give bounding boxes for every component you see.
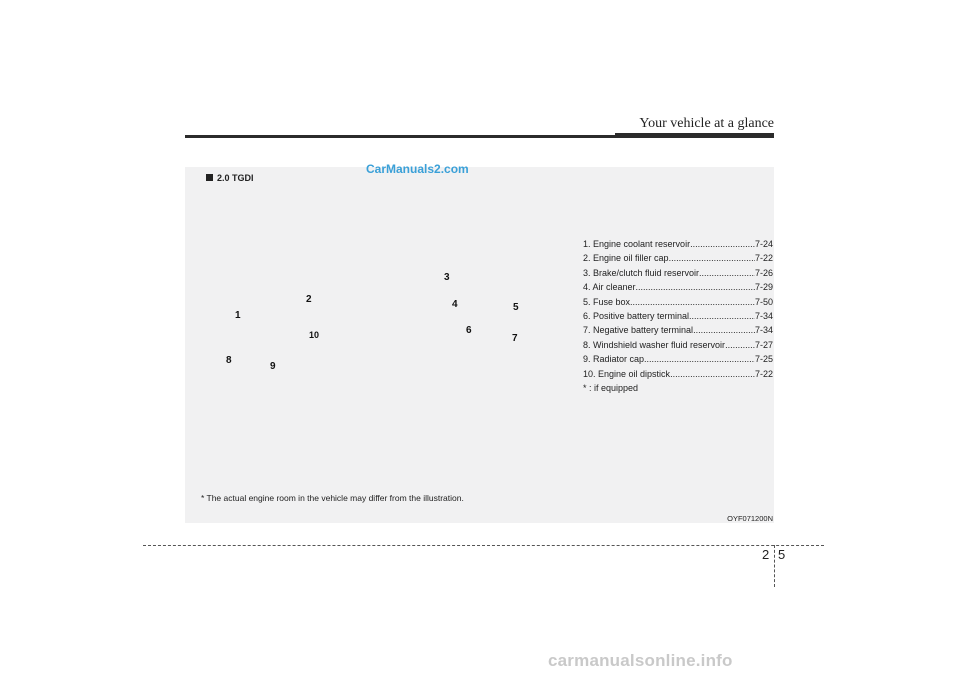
- callout-7: 7: [512, 333, 518, 344]
- legend-item: 1. Engine coolant reservoir ..... 7-24: [583, 237, 773, 251]
- callout-10: 10: [309, 330, 320, 340]
- footer-rule: [143, 545, 824, 546]
- legend-item: 3. Brake/clutch fluid reservoir ..... 7-26: [583, 266, 773, 280]
- legend-item: 10. Engine oil dipstick ..... 7-22: [583, 367, 773, 381]
- figure-code: OYF071200N: [727, 514, 773, 523]
- callout-1: 1: [235, 310, 241, 321]
- callout-2: 2: [306, 294, 312, 305]
- callout-5: 5: [513, 302, 519, 313]
- watermark-footer: carmanualsonline.info: [548, 651, 733, 670]
- callout-9: 9: [270, 361, 276, 372]
- callout-8: 8: [226, 355, 232, 366]
- legend-item: 2. Engine oil filler cap ..... 7-22: [583, 251, 773, 265]
- page-number: 5: [778, 547, 786, 562]
- legend-note: * : if equipped: [583, 383, 639, 394]
- legend-item: 9. Radiator cap ..... 7-25: [583, 352, 773, 366]
- illustration-footnote: * The actual engine room in the vehicle may differ from the illustration.: [201, 493, 464, 503]
- callout-4: 4: [452, 299, 458, 310]
- component-legend: [583, 237, 773, 395]
- watermark-link[interactable]: CarManuals2.com: [366, 162, 469, 176]
- header-title: Your vehicle at a glance: [639, 116, 774, 131]
- page-number-divider: [774, 545, 775, 587]
- legend-item: 8. Windshield washer fluid reservoir ..... 7-27: [583, 338, 773, 352]
- legend-item: 5. Fuse box ..... 7-50: [583, 295, 773, 309]
- legend-item: 4. Air cleaner ..... 7-29: [583, 280, 773, 294]
- callout-3: 3: [444, 272, 450, 283]
- legend-item: 6. Positive battery terminal ..... 7-34: [583, 309, 773, 323]
- chapter-number: 2: [762, 547, 770, 562]
- square-bullet-icon: [206, 174, 213, 181]
- callout-6: 6: [466, 325, 472, 336]
- header-rule-accent: [615, 133, 774, 138]
- section-label: [206, 173, 254, 183]
- legend-item: 7. Negative battery terminal ..... 7-34: [583, 323, 773, 337]
- section-label-text: 2.0 TGDI: [217, 173, 254, 183]
